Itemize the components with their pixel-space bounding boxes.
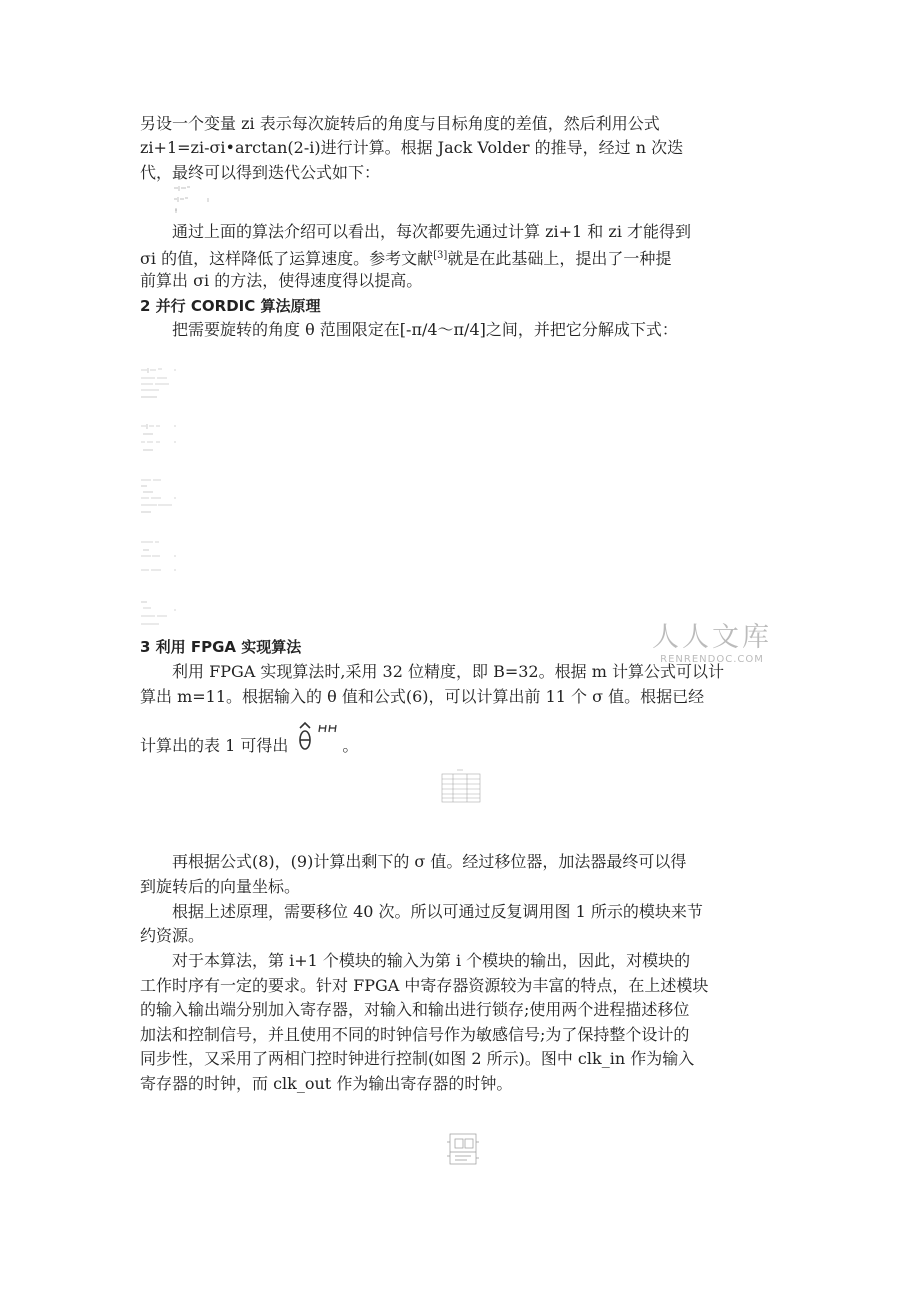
reference-mark[interactable]: [3]	[433, 250, 448, 261]
paragraph-text: σi 的值，这样降低了运算速度。参考文献	[140, 249, 434, 268]
paragraph-line: 利用 FPGA 实现算法时,采用 32 位精度，即 B=32。根据 m 计算公式可以计	[172, 662, 724, 681]
paragraph-line: 算出 m=11。根据输入的 θ 值和公式(6)，可以计算出前 11 个 σ 值。根据已经	[140, 687, 705, 706]
paragraph-line: 另设一个变量 zi 表示每次旋转后的角度与目标角度的差值，然后利用公式	[140, 114, 660, 133]
paragraph-line: 到旋转后的向量坐标。	[140, 877, 301, 896]
formula-scribble-icon	[172, 184, 222, 218]
theta-hat-formula-image	[294, 719, 342, 753]
formula-scribble-icon	[140, 362, 190, 637]
watermark	[652, 622, 772, 666]
tiny-table-icon	[441, 768, 481, 804]
paragraph-line: 把需要旋转的角度 θ 范围限定在[-π/4～π/4]之间，并把它分解成下式：	[172, 320, 678, 339]
paragraph-line: 前算出 σi 的方法，使得速度得以提高。	[140, 271, 423, 290]
paragraph-line: 代，最终可以得到迭代公式如下：	[140, 163, 381, 182]
watermark-url-text: RENRENDOC.COM	[660, 654, 764, 665]
theta-hat-icon	[294, 719, 342, 753]
paragraph-line: 工作时序有一定的要求。针对 FPGA 中寄存器资源较为丰富的特点，在上述模块	[140, 976, 709, 995]
paragraph-line: 加法和控制信号，并且使用不同的时钟信号作为敏感信号;为了保持整个设计的	[140, 1025, 690, 1044]
paragraph-line: 的输入输出端分别加入寄存器，对输入和输出进行锁存;使用两个进程描述移位	[140, 1000, 690, 1019]
paragraph-line	[140, 246, 671, 269]
paragraph-line: 根据上述原理，需要移位 40 次。所以可通过反复调用图 1 所示的模块来节	[172, 902, 703, 921]
watermark-logo-text: 人人文库	[652, 622, 772, 653]
paragraph-line: 对于本算法，第 i+1 个模块的输入为第 i 个模块的输出，因此，对模块的	[172, 951, 691, 970]
paragraph-line: 再根据公式(8)，(9)计算出剩下的 σ 值。经过移位器，加法器最终可以得	[172, 852, 687, 871]
paragraph-text: 计算出的表 1 可得出	[140, 736, 289, 755]
section-heading: 2 并行 CORDIC 算法原理	[140, 297, 321, 315]
figure-2-image	[446, 1132, 480, 1166]
section-heading: 3 利用 FPGA 实现算法	[140, 638, 302, 656]
paragraph-text: 就是在此基础上，提出了一种提	[447, 249, 672, 268]
paragraph-line: 寄存器的时钟，而 clk_out 作为输出寄存器的时钟。	[140, 1074, 513, 1093]
paragraph-text: 。	[342, 736, 359, 755]
decomposition-formula-blocks	[140, 362, 190, 637]
table-1-image	[441, 768, 481, 804]
paragraph-line: 通过上面的算法介绍可以看出，每次都要先通过计算 zi+1 和 zi 才能得到	[172, 222, 692, 241]
paragraph-line: 同步性，又采用了两相门控时钟进行控制(如图 2 所示)。图中 clk_in 作为输入	[140, 1049, 695, 1068]
iteration-formula-image	[172, 184, 222, 218]
paragraph-line: 约资源。	[140, 926, 205, 945]
paragraph-line: zi+1=zi-σi•arctan(2-i)进行计算。根据 Jack Volder 的推导，经过 n 次迭	[140, 138, 684, 157]
circuit-diagram-icon	[446, 1132, 480, 1166]
